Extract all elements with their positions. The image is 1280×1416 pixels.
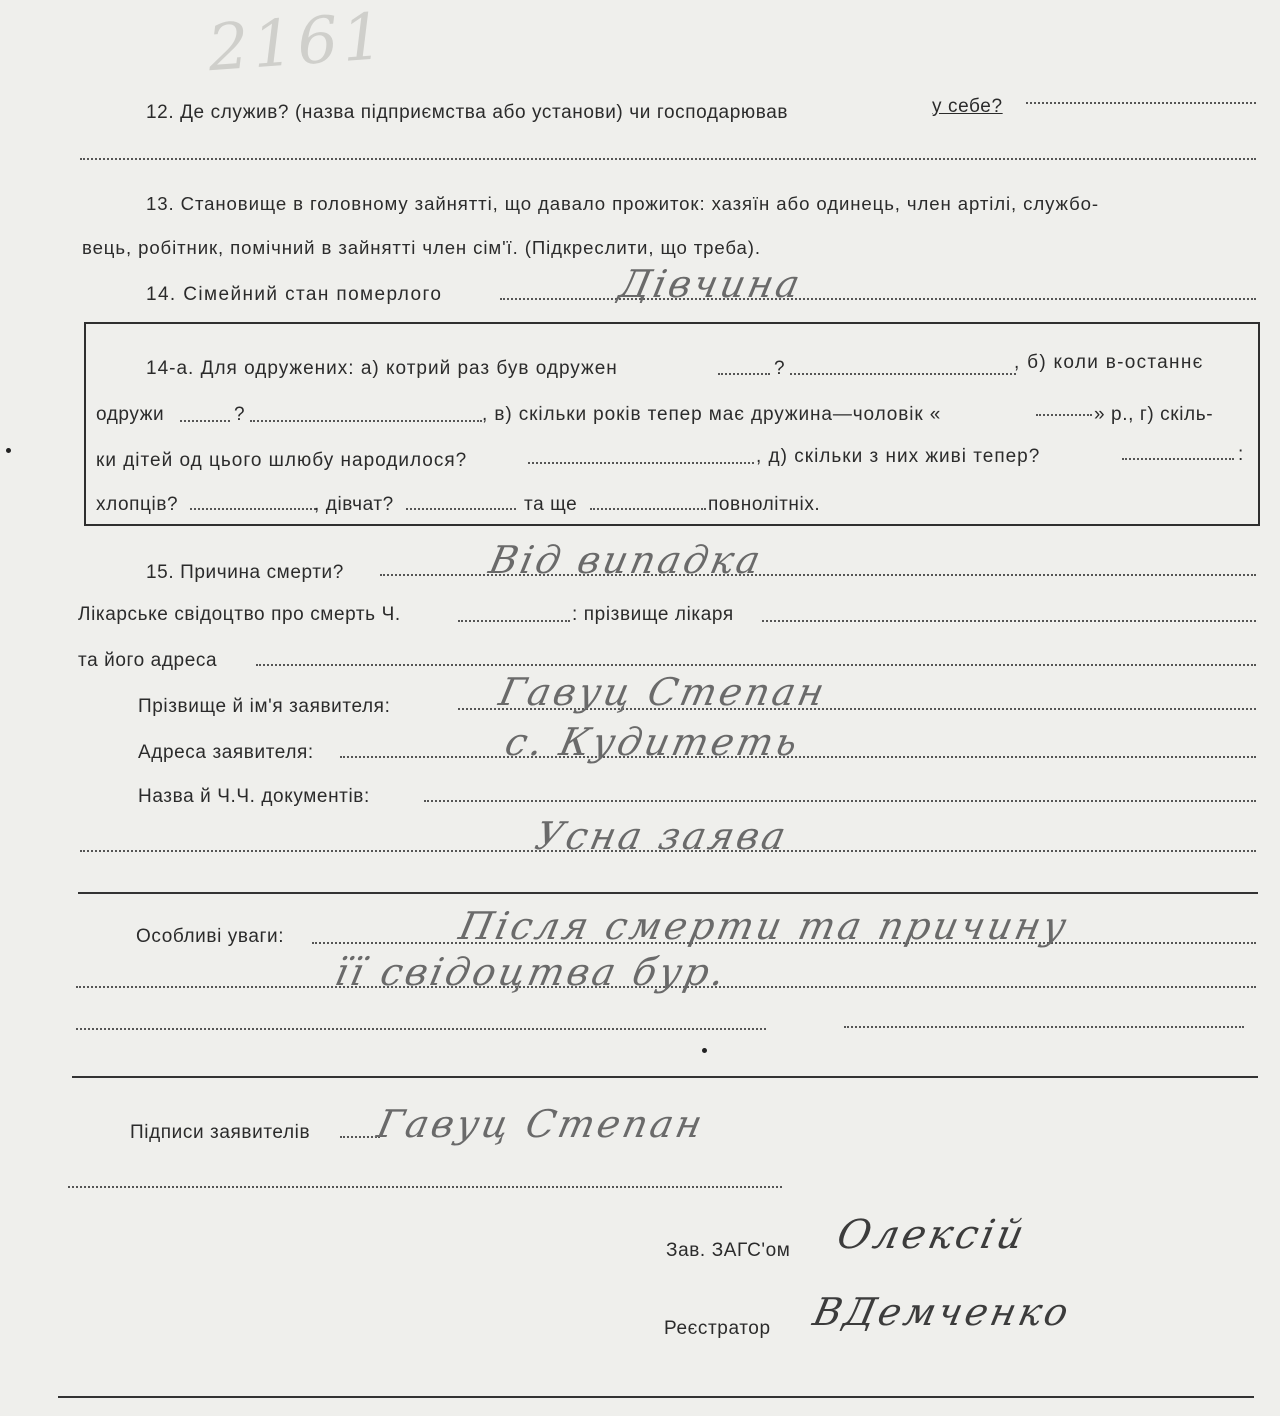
registrar-signature: ВДемченко — [809, 1290, 1076, 1334]
field-14a-line-1b: , б) коли в-останнє — [1014, 352, 1204, 373]
notes-blank-3b — [844, 1026, 1244, 1028]
field-14a-line-2b: , в) скільки років тепер має дружина—чоловік « — [482, 404, 942, 425]
margin-speck — [6, 448, 11, 453]
field-14-blank — [500, 298, 1256, 300]
bottom-rule — [58, 1396, 1254, 1398]
certificate-number-blank — [458, 620, 570, 622]
documents-blank — [424, 800, 1256, 802]
field-12-blank-line-2 — [80, 158, 1256, 160]
documents-label: Назва й Ч.Ч. документів: — [138, 786, 370, 807]
field-14a-blank-6 — [528, 462, 754, 464]
field-14a-blank-10 — [590, 508, 706, 510]
notes-handwritten-line-1: Після смерти та причину — [455, 904, 1074, 948]
field-14a-blank-2 — [790, 373, 1016, 375]
field-12-blank — [1026, 102, 1256, 104]
field-14a-line-4a: хлопців? — [96, 494, 179, 515]
doctor-address-label: та його адреса — [78, 650, 218, 671]
field-15-label: 15. Причина смерти? — [146, 562, 344, 583]
section-divider-2 — [72, 1076, 1258, 1078]
field-14a-blank-4 — [250, 420, 482, 422]
field-14a-line-4c: та ще — [524, 494, 578, 515]
registrar-label: Реєстратор — [664, 1318, 771, 1339]
field-14a-line-3b: , д) скільки з них живі тепер? — [756, 446, 1041, 467]
ink-speck — [702, 1048, 707, 1053]
field-14a-blank-8 — [190, 508, 316, 510]
section-divider-1 — [78, 892, 1258, 894]
field-14a-line-4d: повнолітніх. — [708, 494, 821, 515]
notes-handwritten-line-2: її свідоцтва бур. — [331, 950, 732, 994]
applicant-name-handwritten: Гавуц Степан — [495, 670, 832, 714]
doctor-name-label: : прізвище лікаря — [572, 604, 734, 625]
field-14a-blank-9 — [406, 508, 516, 510]
notes-blank-3a — [76, 1028, 766, 1030]
doctor-name-blank — [762, 620, 1256, 622]
field-14-label: 14. Сімейний стан померлого — [146, 284, 443, 305]
field-15-handwritten-value: Від випадка — [485, 538, 768, 582]
field-14a-line-2a: одружи — [96, 404, 165, 425]
field-14a-line-2q: ? — [234, 404, 246, 425]
field-13-line-2: вець, робітник, помічний в зайнятті член сім'ї. (Підкреслити, що треба). — [82, 237, 761, 258]
field-14a-line-2c: » р., г) скіль- — [1094, 404, 1214, 425]
applicant-address-label: Адреса заявителя: — [138, 742, 314, 763]
doctor-address-blank — [256, 664, 1256, 666]
field-14a-line-3a: ки дітей од цього шлюбу народилося? — [96, 450, 468, 471]
certificate-label: Лікарське свідоцтво про смерть Ч. — [78, 604, 401, 625]
applicant-signatures-blank-2 — [68, 1186, 782, 1188]
field-13-line-1: 13. Становище в головному зайнятті, що давало прожиток: хазяїн або одинець, член артілі, службо- — [146, 193, 1099, 214]
applicant-signatures-handwritten: Гавуц Степан — [373, 1102, 710, 1146]
documents-handwritten: Усна заява — [531, 814, 793, 858]
applicant-signatures-label: Підписи заявителів — [130, 1122, 311, 1143]
field-14a-blank-5 — [1036, 414, 1092, 416]
zags-head-signature: Олексій — [833, 1212, 1031, 1258]
field-12-label: 12. Де служив? (назва підприємства або установи) чи господарював — [146, 102, 789, 123]
field-14-handwritten-value: Дівчина — [615, 262, 807, 306]
applicant-address-blank — [340, 756, 1256, 758]
field-14a-blank-1 — [718, 373, 770, 375]
field-14a-blank-3 — [180, 420, 230, 422]
field-14a-blank-7 — [1122, 458, 1234, 460]
field-14a-line-4b: , дівчат? — [314, 494, 394, 515]
zags-head-label: Зав. ЗАГС'ом — [666, 1240, 791, 1261]
field-14a-line-1q: ? — [774, 358, 786, 379]
archive-number-handwritten: 2161 — [205, 0, 390, 87]
field-14a-line-1a: 14-а. Для одружених: а) котрий раз був одружен — [146, 358, 618, 379]
applicant-name-label: Прізвище й ім'я заявителя: — [138, 696, 391, 717]
notes-label: Особливі уваги: — [136, 926, 285, 947]
field-12-underlined-answer: у себе? — [932, 96, 1003, 117]
applicant-address-handwritten: с. Кудитеть — [501, 720, 805, 764]
field-14a-line-3c: : — [1238, 444, 1244, 465]
